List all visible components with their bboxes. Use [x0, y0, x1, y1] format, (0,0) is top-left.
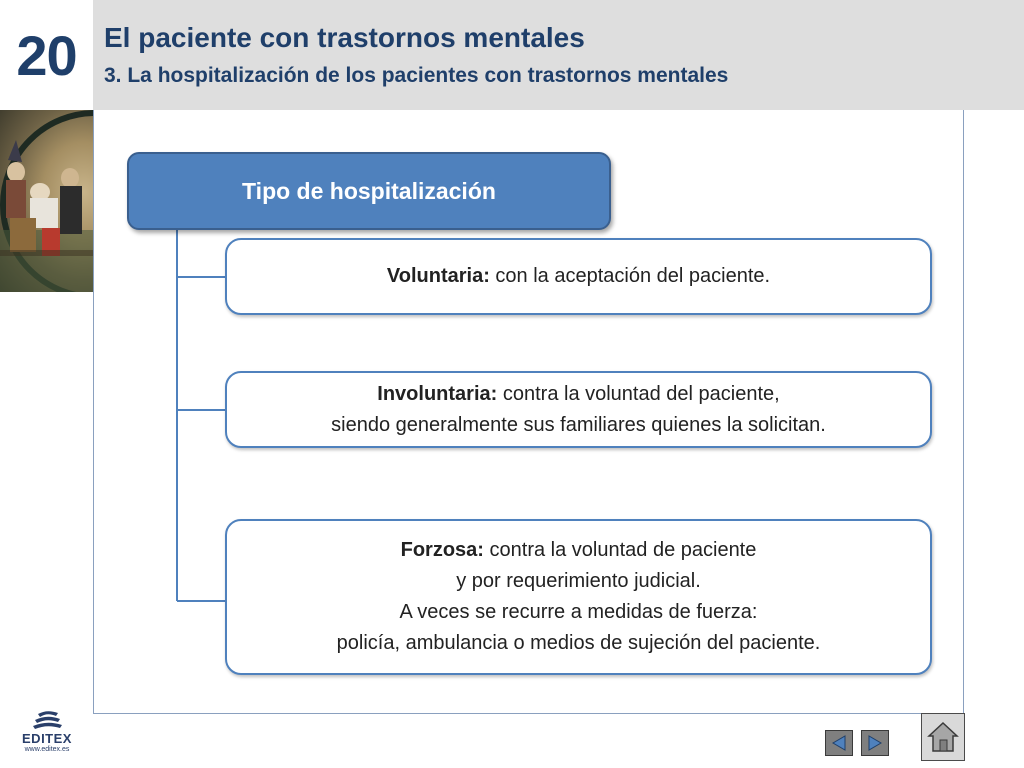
- editex-url: www.editex.es: [24, 746, 70, 753]
- page-title: El paciente con trastornos mentales: [104, 22, 585, 53]
- diagram-item-forzosa: [225, 519, 932, 675]
- page-subtitle: 3. La hospitalización de los pacientes con trastornos mentales: [104, 64, 729, 87]
- item-line: [401, 535, 757, 566]
- diagram-root-box: [127, 152, 611, 230]
- item-term: Voluntaria:: [386, 265, 490, 287]
- diagram-item-voluntaria: [225, 238, 932, 315]
- item-line: [387, 261, 770, 292]
- chapter-number: 20: [16, 23, 77, 87]
- item-line: y por requerimiento judicial.: [456, 570, 701, 592]
- item-line: A veces se recurre a medidas de fuerza:: [399, 601, 758, 623]
- home-button[interactable]: [921, 713, 965, 761]
- painting-thumbnail: [0, 110, 93, 292]
- item-text: contra la voluntad del paciente,: [497, 382, 780, 405]
- triangle-right-icon: [866, 734, 884, 752]
- previous-slide-button[interactable]: [825, 730, 853, 756]
- item-text: con la aceptación del paciente.: [489, 265, 771, 287]
- diagram-root-label: Tipo de hospitalización: [242, 177, 496, 204]
- item-term: Forzosa:: [400, 539, 484, 561]
- item-line: [377, 379, 779, 410]
- editex-brand: EDITEX: [22, 731, 72, 746]
- item-line: policía, ambulancia o medios de sujeción del paciente.: [336, 632, 821, 654]
- next-slide-button[interactable]: [861, 730, 889, 756]
- item-line: siendo generalmente sus familiares quienes la solicitan.: [331, 413, 826, 436]
- editex-mark-icon: [30, 710, 64, 730]
- item-text: contra la voluntad de paciente: [483, 539, 757, 561]
- diagram-item-involuntaria: [225, 371, 932, 448]
- item-term: Involuntaria:: [377, 382, 498, 405]
- triangle-left-icon: [830, 734, 848, 752]
- header-band: [93, 0, 1024, 110]
- editex-logo: [14, 710, 80, 762]
- home-icon: [926, 720, 960, 754]
